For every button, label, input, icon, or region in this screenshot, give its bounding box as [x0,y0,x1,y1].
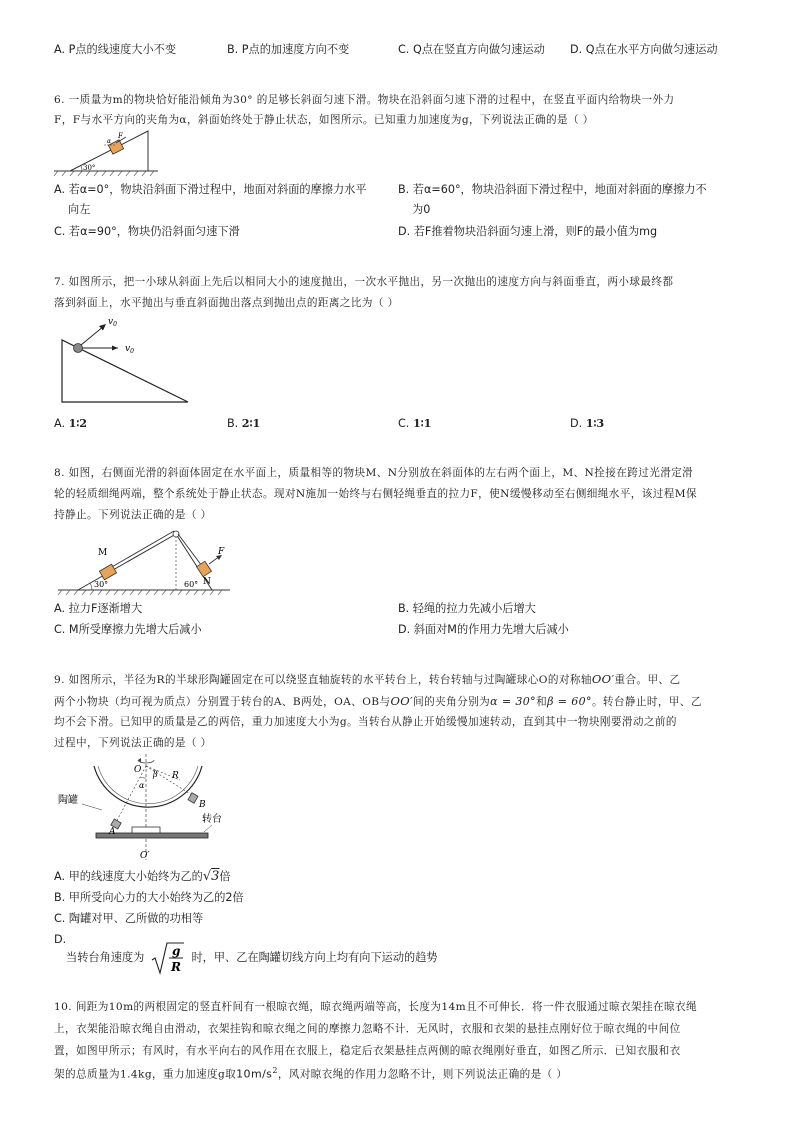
q8-stem-line-3: 持静止。下列说法正确的是（ ） [54,509,212,521]
q9-fig-beta-label: β [153,770,158,779]
q7-option-a: A. 1∶2 [54,416,88,430]
q9-option-b: B. 甲所受向心力的大小始终为乙的2倍 [54,891,244,904]
q6-incline-figure [52,129,164,177]
q6-option-a: A. 若α=0°，物块沿斜面下滑过程中，地面对斜面的摩擦力水平 [54,183,367,196]
q8-stem-line-1: 8. 如图，右侧面光滑的斜面体固定在水平面上，质量相等的物块M、N分别放在斜面体的左右两个面上，M、N拴接在跨过光滑定滑 [54,467,694,479]
q9-bowl-figure [52,752,232,862]
q9-option-d-letter: D. [54,933,67,946]
q9-fig-oprime-label: O′ [140,851,150,861]
svg-text:R: R [170,960,181,974]
q9-fig-o-label: O [134,765,142,775]
q9-stem-line-2: 两个小物块（均可视为质点）分别置于转台的A、B两处，OA、OB与OO′间的夹角分别为α = 30°和β = 60°。转台静止时，甲、乙 [54,694,702,708]
q9-fig-r-label: R [172,771,179,781]
q7-fig-v0-perp: $v_0$ [108,317,117,328]
q7-incline-figure [52,312,192,406]
q10-stem-line-3: 置，如图甲所示；有风时，有水平向右的风作用在衣服上，稳定后衣架悬挂点两侧的晾衣绳刚好垂直，如图乙所示．已知衣服和衣 [54,1045,681,1057]
q7-fig-v0-horiz: $v_0$ [125,344,134,355]
q9-stem-line-1: 9. 如图所示，半径为R的半球形陶罐固定在可以绕竖直轴旋转的水平转台上，转台转轴与过陶罐球心O的对称轴OO′重合。甲、乙 [54,672,681,686]
q6-stem-line-2: F，F与水平方向的夹角为α，斜面始终处于静止状态，如图所示。已知重力加速度为g，下列说法正确的是（ ） [54,114,594,126]
q6-stem-line-1: 6. 一质量为m的物块恰好能沿倾角为30° 的足够长斜面匀速下滑。物块在沿斜面匀速下滑的过程中，在竖直平面内给物块一外力 [54,94,675,106]
q9-fig-a-label: A [109,827,116,837]
q8-option-a: A. 拉力F逐渐增大 [54,602,143,615]
q7-option-d: D. 1∶3 [570,416,605,430]
q9-fig-alpha-label: α [139,781,145,790]
q6-option-b: B. 若α=60°，物块沿斜面下滑过程中，地面对斜面的摩擦力不 [398,183,707,196]
q9-stem-line-4: 过程中，下列说法正确的是（ ） [54,737,212,749]
q7-stem-line-1: 7. 如图所示，把一小球从斜面上先后以相同大小的速度抛出，一次水平抛出，另一次抛出的速度方向与斜面垂直，两小球最终都 [54,276,674,288]
q8-option-c: C. M所受摩擦力先增大后减小 [54,623,202,636]
q10-stem-line-1: 10. 间距为10m的两根固定的竖直杆间有一根晾衣绳，晾衣绳两端等高，长度为14m且不可伸长．将一件衣服通过晾衣架挂在晾衣绳 [54,1001,697,1013]
option-b: B. P点的加速度方向不变 [227,43,350,56]
q6-option-a-cont: 向左 [68,203,91,216]
option-c: C. Q点在竖直方向做匀速运动 [398,43,545,56]
q6-fig-angle: 30° [83,164,96,172]
q6-option-c: C. 若α=90°，物块仍沿斜面匀速下滑 [54,225,240,238]
q8-fig-m-label: M [98,548,108,558]
q7-option-b: B. 2∶1 [227,416,261,430]
q8-option-d: D. 斜面对M的作用力先增大后减小 [398,623,569,636]
q10-stem-line-4: 架的总质量为1.4kg，重力加速度g取$10m/s^2$，风对晾衣绳的作用力忽略不计，则下列说法正确的是（ ） [54,1066,568,1081]
q8-fig-f-label: F [218,547,225,557]
q9-option-a: A. 甲的线速度大小始终为乙的√3倍 [54,869,231,884]
q9-stem-line-3: 均不会下滑。已知甲的质量是乙的两倍，重力加速度大小为g。当转台从静止开始缓慢加速转动，直到其中一物块刚要滑动之前的 [54,716,677,728]
q8-fig-n-label: N [203,577,211,587]
q9-option-d-text: 当转台角速度为 g R 时，甲、乙在陶罐切线方向上均有向下运动的趋势 [66,940,438,976]
option-d: D. Q点在水平方向做匀速运动 [570,43,718,56]
q10-stem-line-2: 上，衣架能沿晾衣绳自由滑动，衣架挂钩和晾衣绳之间的摩擦力忽略不计．无风时，衣服和衣架的悬挂点刚好位于晾衣绳的中间位 [54,1023,681,1035]
q6-option-b-cont: 为0 [412,203,431,216]
q9-fig-jar-label: 陶罐 [58,795,78,806]
q9-fig-b-label: B [199,800,206,810]
q8-fig-angle-30: 30° [94,580,109,589]
q9-option-c: C. 陶罐对甲、乙所做的功相等 [54,912,204,925]
q6-option-d: D. 若F推着物块沿斜面匀速上滑，则F的最小值为mg [398,225,658,238]
option-a: A. P点的线速度大小不变 [54,43,177,56]
q9-option-d-formula [150,940,186,976]
q8-fig-angle-60: 60° [184,580,199,589]
svg-text:g: g [171,944,181,958]
q6-fig-f-label: F [118,132,123,140]
q8-stem-line-2: 轮的轻质细绳两端，整个系统处于静止状态。现对N施加一始终与右侧轻绳垂直的拉力F，使N缓慢移动至右侧细绳水平，该过程M保 [54,488,697,500]
q9-fig-table-label: 转台 [202,814,222,825]
q8-wedge-figure [52,522,234,596]
q6-fig-alpha: α [107,138,112,145]
q7-stem-line-2: 落到斜面上，水平抛出与垂直斜面抛出落点到抛出点的距离之比为（ ） [54,297,399,309]
q8-option-b: B. 轻绳的拉力先减小后增大 [398,602,536,615]
q7-option-c: C. 1∶1 [398,416,432,430]
